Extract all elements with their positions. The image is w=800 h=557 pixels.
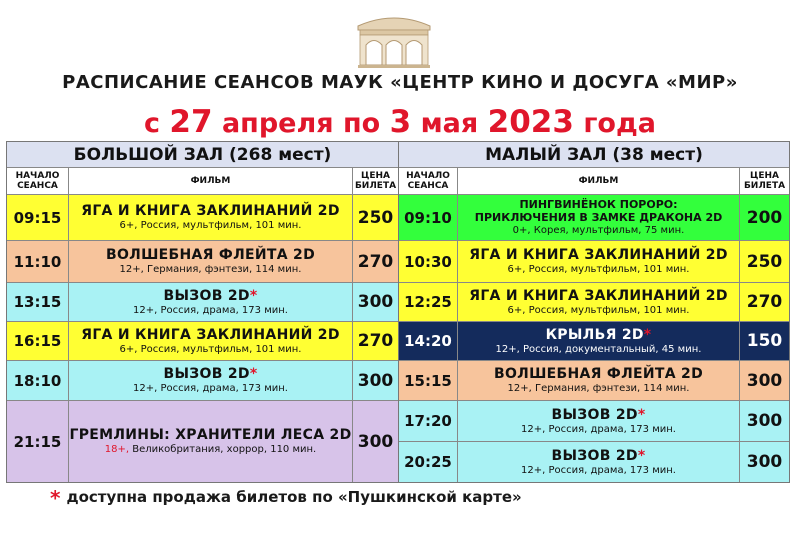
ticket-price: 300 <box>357 292 394 312</box>
page-title: РАСПИСАНИЕ СЕАНСОВ МАУК «ЦЕНТР КИНО И ДОСУГА «МИР» <box>62 72 738 93</box>
film-cell <box>457 283 740 321</box>
date-suffix: года <box>583 108 656 139</box>
pushkin-card-star: * <box>643 326 652 343</box>
film-info: 0+, Корея, мультфильм, 75 мин. <box>512 225 685 236</box>
session-time: 21:15 <box>13 432 62 451</box>
ticket-price: 270 <box>357 331 394 351</box>
ticket-price: 270 <box>746 292 783 312</box>
film-title: КРЫЛЬЯ 2D <box>545 326 644 343</box>
film-title: ВЫЗОВ 2D <box>551 447 638 464</box>
film-cell <box>457 322 740 360</box>
big-hall-column-headers <box>7 168 398 195</box>
date-end-day: 3 <box>389 104 412 140</box>
session-time: 10:30 <box>404 252 452 271</box>
film-info: 12+, Германия, фэнтези, 114 мин. <box>119 264 302 275</box>
pushkin-card-star: * <box>637 406 646 423</box>
col-time-header: НАЧАЛО СЕАНСА <box>15 171 60 191</box>
pushkin-card-star: * <box>249 287 258 304</box>
session-time: 15:15 <box>404 371 452 390</box>
film-title: ВОЛШЕБНАЯ ФЛЕЙТА 2D <box>105 247 316 263</box>
session-time: 18:10 <box>13 371 62 390</box>
film-title-line <box>164 366 258 382</box>
session-time: 20:25 <box>404 453 452 471</box>
film-title-line-1: ПИНГВИНЁНОК ПОРОРО: <box>519 198 678 211</box>
film-cell <box>68 283 353 321</box>
session-time: 13:15 <box>13 293 62 311</box>
ticket-price: 300 <box>746 452 783 472</box>
table-row <box>7 283 398 322</box>
film-title: ЯГА И КНИГА ЗАКЛИНАНИЙ 2D <box>469 287 728 304</box>
date-prefix: с <box>143 108 160 139</box>
film-info-line <box>105 444 317 456</box>
film-info: 12+, Россия, драма, 173 мин. <box>133 383 288 394</box>
col-price-header: ЦЕНА БИЛЕТА <box>743 171 786 191</box>
ticket-price: 250 <box>357 207 394 228</box>
film-cell <box>68 361 353 400</box>
session-time: 12:25 <box>404 293 452 311</box>
film-cell <box>68 241 353 282</box>
film-cell <box>68 195 353 240</box>
film-info: 12+, Россия, драма, 173 мин. <box>133 304 288 316</box>
ticket-price: 270 <box>357 251 394 272</box>
film-title: ЯГА И КНИГА ЗАКЛИНАНИЙ 2D <box>469 247 728 263</box>
ticket-price: 300 <box>746 370 783 391</box>
small-hall-title: МАЛЫЙ ЗАЛ (38 мест) <box>399 142 789 168</box>
film-info: 12+, Германия, фэнтези, 114 мин. <box>507 383 690 394</box>
pushkin-card-footnote <box>50 486 522 510</box>
table-row <box>399 322 789 361</box>
session-time: 09:10 <box>404 208 452 227</box>
film-cell <box>457 241 740 282</box>
ticket-price: 300 <box>357 370 394 391</box>
ticket-price: 300 <box>357 431 394 452</box>
ticket-price: 150 <box>746 331 783 351</box>
session-time: 11:10 <box>13 252 62 271</box>
table-row <box>399 442 789 482</box>
film-title-line <box>552 407 646 423</box>
film-title-line <box>546 327 652 343</box>
date-range <box>0 104 800 140</box>
film-cell <box>457 442 740 482</box>
film-info: Великобритания, хоррор, 110 мин. <box>132 444 317 455</box>
film-info: 6+, Россия, мультфильм, 101 мин. <box>119 220 302 231</box>
table-row <box>399 361 789 401</box>
film-title-line-2: ПРИКЛЮЧЕНИЯ В ЗАМКЕ ДРАКОНА 2D <box>474 211 723 224</box>
film-title-line <box>552 448 646 464</box>
film-info: 12+, Россия, документальный, 45 мин. <box>495 343 702 355</box>
film-title: ГРЕМЛИНЫ: ХРАНИТЕЛИ ЛЕСА 2D <box>69 427 352 443</box>
col-time-header: НАЧАЛО СЕАНСА <box>406 171 450 191</box>
big-hall-column <box>7 142 399 482</box>
col-film-header: ФИЛЬМ <box>457 168 740 194</box>
table-row <box>399 401 789 442</box>
film-title: ВЫЗОВ 2D <box>163 287 250 304</box>
session-time: 16:15 <box>13 332 62 350</box>
ticket-price: 300 <box>746 411 783 431</box>
footnote-star: * <box>50 486 61 510</box>
film-cell <box>457 195 740 240</box>
date-start-day: 27 <box>169 104 213 140</box>
cinema-building-logo <box>354 12 434 68</box>
ticket-price: 250 <box>746 251 783 272</box>
film-title: ЯГА И КНИГА ЗАКЛИНАНИЙ 2D <box>81 326 340 343</box>
session-time: 09:15 <box>13 208 62 227</box>
date-mid: апреля по <box>221 108 381 139</box>
film-cell <box>457 401 740 441</box>
table-row <box>399 241 789 283</box>
pushkin-card-star: * <box>249 366 258 382</box>
table-row <box>7 322 398 361</box>
film-info: 6+, Россия, мультфильм, 101 мин. <box>507 264 690 275</box>
small-hall-column-headers <box>399 168 789 195</box>
film-title: ВЫЗОВ 2D <box>551 406 638 423</box>
film-cell <box>68 401 353 482</box>
table-row <box>7 361 398 401</box>
big-hall-title: БОЛЬШОЙ ЗАЛ (268 мест) <box>7 142 398 168</box>
film-title: ЯГА И КНИГА ЗАКЛИНАНИЙ 2D <box>81 203 340 219</box>
table-row <box>399 283 789 322</box>
pushkin-card-star: * <box>637 447 646 464</box>
table-row <box>7 195 398 241</box>
film-info: 6+, Россия, мультфильм, 101 мин. <box>507 304 690 316</box>
film-info: 12+, Россия, драма, 173 мин. <box>521 464 676 476</box>
col-price-header: ЦЕНА БИЛЕТА <box>354 171 397 191</box>
table-row <box>399 195 789 241</box>
session-time: 14:20 <box>404 332 452 350</box>
date-year: 2023 <box>487 104 574 140</box>
film-cell <box>68 322 353 360</box>
col-film-header: ФИЛЬМ <box>68 168 353 194</box>
age-rating: 18+, <box>104 444 130 455</box>
schedule-table <box>6 141 790 483</box>
ticket-price: 200 <box>746 207 783 228</box>
table-row <box>7 401 398 482</box>
session-time: 17:20 <box>404 412 452 430</box>
footnote-text: доступна продажа билетов по «Пушкинской карте» <box>66 488 522 506</box>
film-info: 12+, Россия, драма, 173 мин. <box>521 423 676 435</box>
date-month: мая <box>420 108 479 139</box>
small-hall-column <box>399 142 789 482</box>
film-title: ВОЛШЕБНАЯ ФЛЕЙТА 2D <box>493 366 704 382</box>
film-title-line <box>164 288 258 304</box>
film-title: ВЫЗОВ 2D <box>163 366 250 382</box>
film-cell <box>457 361 740 400</box>
film-info: 6+, Россия, мультфильм, 101 мин. <box>119 343 302 355</box>
table-row <box>7 241 398 283</box>
